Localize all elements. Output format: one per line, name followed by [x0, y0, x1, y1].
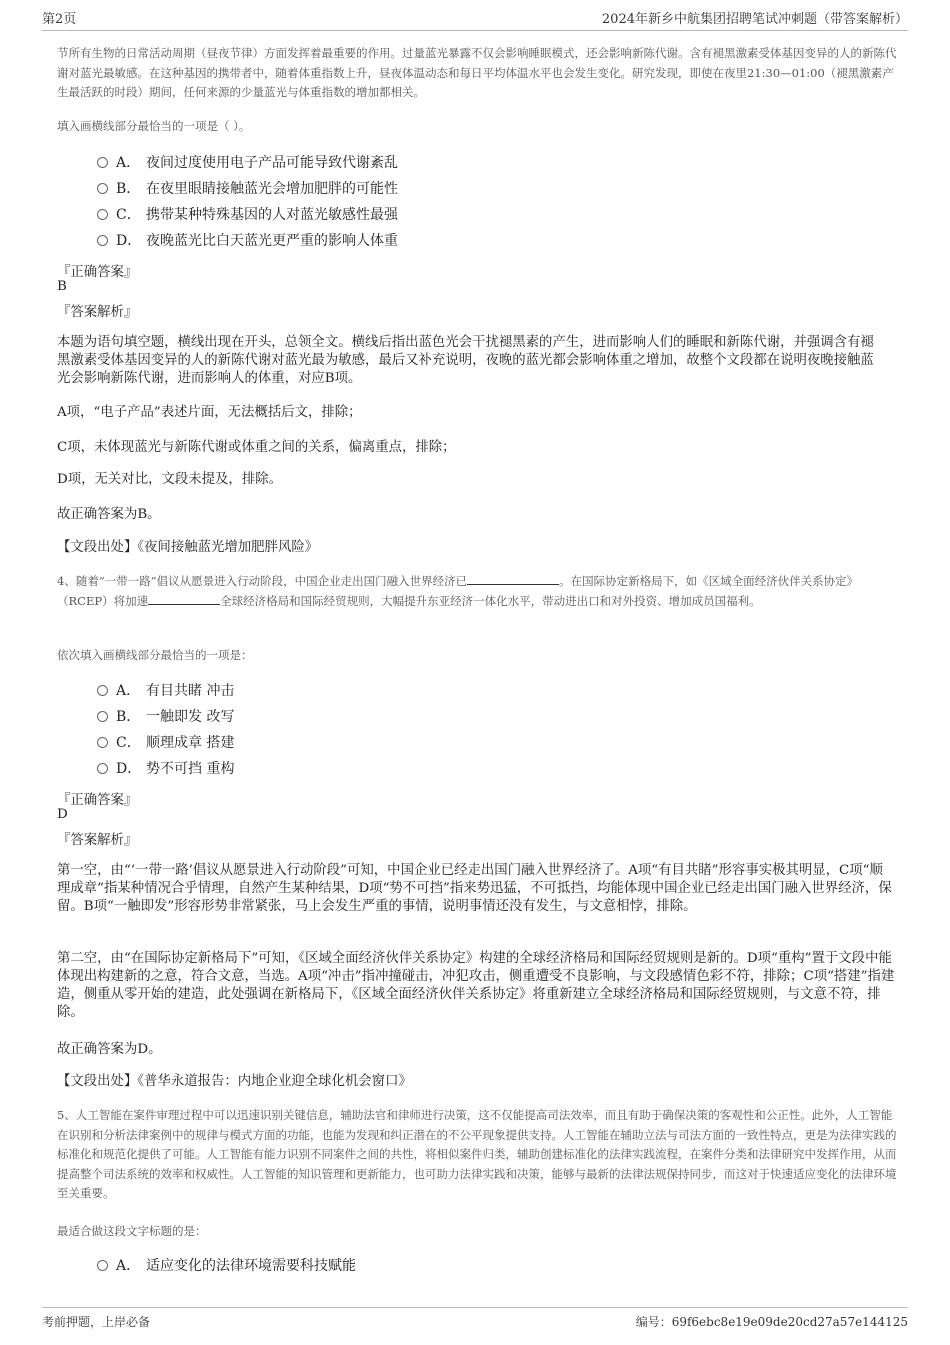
fill-blank-1	[467, 572, 559, 585]
q4-option-a[interactable]: A． 有目共睹 冲击	[97, 681, 234, 701]
page-number: 第2页	[42, 12, 77, 27]
q5-option-a[interactable]: A． 适应变化的法律环境需要科技赋能	[97, 1256, 356, 1276]
q4-source: 【文段出处】《普华永道报告：内地企业迎全球化机会窗口》	[57, 1074, 412, 1089]
radio-icon[interactable]	[97, 1260, 108, 1271]
q3-source: 【文段出处】《夜间接触蓝光增加肥胖风险》	[57, 540, 319, 555]
radio-icon[interactable]	[97, 763, 108, 774]
q3-analysis-p3: C项，未体现蓝光与新陈代谢或体重之间的关系，偏离重点，排除；	[57, 440, 456, 455]
q4-analysis-p2: 第二空，由“在国际协定新格局下”可知，《区域全面经济伙伴关系协定》构建的全球经济格局和国际经贸规则是新的。D项“重构”置于文段中能体现出构建新的之意，符合文意，当选。A项“冲击”指冲撞碰击，冲犯攻击，侧重遭受不良影响，与文段感情色彩不符，排除；C项“搭建”指建造，侧重从零开始的建造，此处强调在新格局下，《区域全面经济伙伴关系协定》将重新建立全球经济格局和国际经贸规则，与文意不符，排除。	[57, 951, 895, 1020]
q3-analysis-label: 『答案解析』	[57, 305, 138, 320]
q3-answer: B	[57, 279, 67, 294]
radio-icon[interactable]	[97, 235, 108, 246]
q4-answer-label: 『正确答案』	[57, 793, 138, 808]
radio-icon[interactable]	[97, 209, 108, 220]
q3-option-c[interactable]: C． 携带某种特殊基因的人对蓝光敏感性最强	[97, 205, 398, 225]
q3-stem: 节所有生物的日常活动周期（昼夜节律）方面发挥着最重要的作用。过量蓝光暴露不仅会影响睡眠模式，还会影响新陈代谢。含有褪黑激素受体基因变异的人的新陈代谢对蓝光最敏感。在这种基因的携带者中，随着体重指数上升，昼夜体温动态和每日平均体温水平也会发生变化。研究发现，即使在夜里21:30—01:00（褪黑激素产生最活跃的时段）期间，任何来源的少量蓝光与体重指数的增加都相关。	[57, 46, 897, 99]
document-serial: 编号：69f6ebc8e19e09de20cd27a57e144125	[635, 1315, 908, 1329]
q4-option-d[interactable]: D． 势不可挡 重构	[97, 759, 234, 779]
radio-icon[interactable]	[97, 711, 108, 722]
q4-option-b[interactable]: B． 一触即发 改写	[97, 707, 234, 727]
q3-answer-label: 『正确答案』	[57, 265, 138, 280]
radio-icon[interactable]	[97, 737, 108, 748]
radio-icon[interactable]	[97, 685, 108, 696]
q3-analysis-p4: D项，无关对比，文段未提及，排除。	[57, 472, 282, 487]
q4-analysis-label: 『答案解析』	[57, 833, 138, 848]
q3-option-a[interactable]: A． 夜间过度使用电子产品可能导致代谢紊乱	[97, 153, 398, 173]
q3-analysis-p2: A项，“电子产品”表述片面，无法概括后文，排除；	[57, 405, 362, 420]
footer-divider	[42, 1307, 908, 1308]
footer-slogan: 考前押题，上岸必备	[42, 1315, 151, 1329]
header-divider	[42, 30, 908, 31]
q3-option-b[interactable]: B． 在夜里眼睛接触蓝光会增加肥胖的可能性	[97, 179, 398, 199]
q4-answer: D	[57, 807, 68, 822]
q5-stem: 5、人工智能在案件审理过程中可以迅速识别关键信息，辅助法官和律师进行决策，这不仅能提高司法效率，而且有助于确保决策的客观性和公正性。此外，人工智能在识别和分析法律案例中的规律与模式方面的功能，也能为发现和纠正潜在的不公平现象提供支持。人工智能在辅助立法与司法方面的一致性特点，更是为法律实践的标准化和规范化提供了可能。人工智能有能力识别不同案件之间的共性，将相似案件归类，辅助创建标准化的法律实践流程，在案件分类和法律研究中发挥作用，从而提高整个司法系统的效率和权威性。人工智能的知识管理和更新能力，也可助力法律实践和决策，能够与最新的法律法规保持同步，而这对于快速适应变化的法律环境至关重要。	[57, 1108, 897, 1200]
q3-prompt: 填入画横线部分最恰当的一项是（ ）。	[57, 119, 251, 133]
radio-icon[interactable]	[97, 157, 108, 168]
page-header	[42, 8, 908, 28]
q4-option-c[interactable]: C． 顺理成章 搭建	[97, 733, 234, 753]
q4-analysis-conclusion: 故正确答案为D。	[57, 1042, 162, 1057]
q4-analysis-p1: 第一空，由“‘一带一路’倡议从愿景进入行动阶段”可知，中国企业已经走出国门融入世界经济了。A项“有目共睹”形容事实极其明显，C项“顺理成章”指某种情况合乎情理，自然产生某种结果，D项“势不可挡”指来势迅猛，不可抵挡，均能体现中国企业已经走出国门融入世界经济，保留。B项“一触即发”形容形势非常紧张，马上会发生严重的事情，说明事情还没有发生，与文意相悖，排除。	[57, 863, 892, 914]
q4-stem: 4、随着“一带一路”倡议从愿景进入行动阶段，中国企业走出国门融入世界经济已 。在国际协定新格局下，如《区域全面经济伙伴关系协定》（RCEP）将加速 全球经济格局和国际经贸规则，大幅提升东亚经济一体化水平，带动进出口和对外投资、增加成员国福利。	[57, 574, 859, 608]
q5-prompt: 最适合做这段文字标题的是：	[57, 1224, 207, 1238]
fill-blank-2	[148, 592, 220, 605]
q4-prompt: 依次填入画横线部分最恰当的一项是：	[57, 648, 253, 662]
page-footer	[42, 1313, 908, 1333]
q3-analysis-p1: 本题为语句填空题，横线出现在开头，总领全文。横线后指出蓝色光会干扰褪黑素的产生，进而影响人们的睡眠和新陈代谢，并强调含有褪黑激素受体基因变异的人的新陈代谢对蓝光最为敏感，最后又补充说明，夜晚的蓝光都会影响体重之增加，故整个文段都在说明夜晚接触蓝光会影响新陈代谢，进而影响人的体重，对应B项。	[57, 335, 874, 386]
q3-option-d[interactable]: D． 夜晚蓝光比白天蓝光更严重的影响人体重	[97, 231, 398, 251]
q3-analysis-conclusion: 故正确答案为B。	[57, 507, 161, 522]
radio-icon[interactable]	[97, 183, 108, 194]
document-title: 2024年新乡中航集团招聘笔试冲刺题（带答案解析）	[601, 12, 908, 27]
